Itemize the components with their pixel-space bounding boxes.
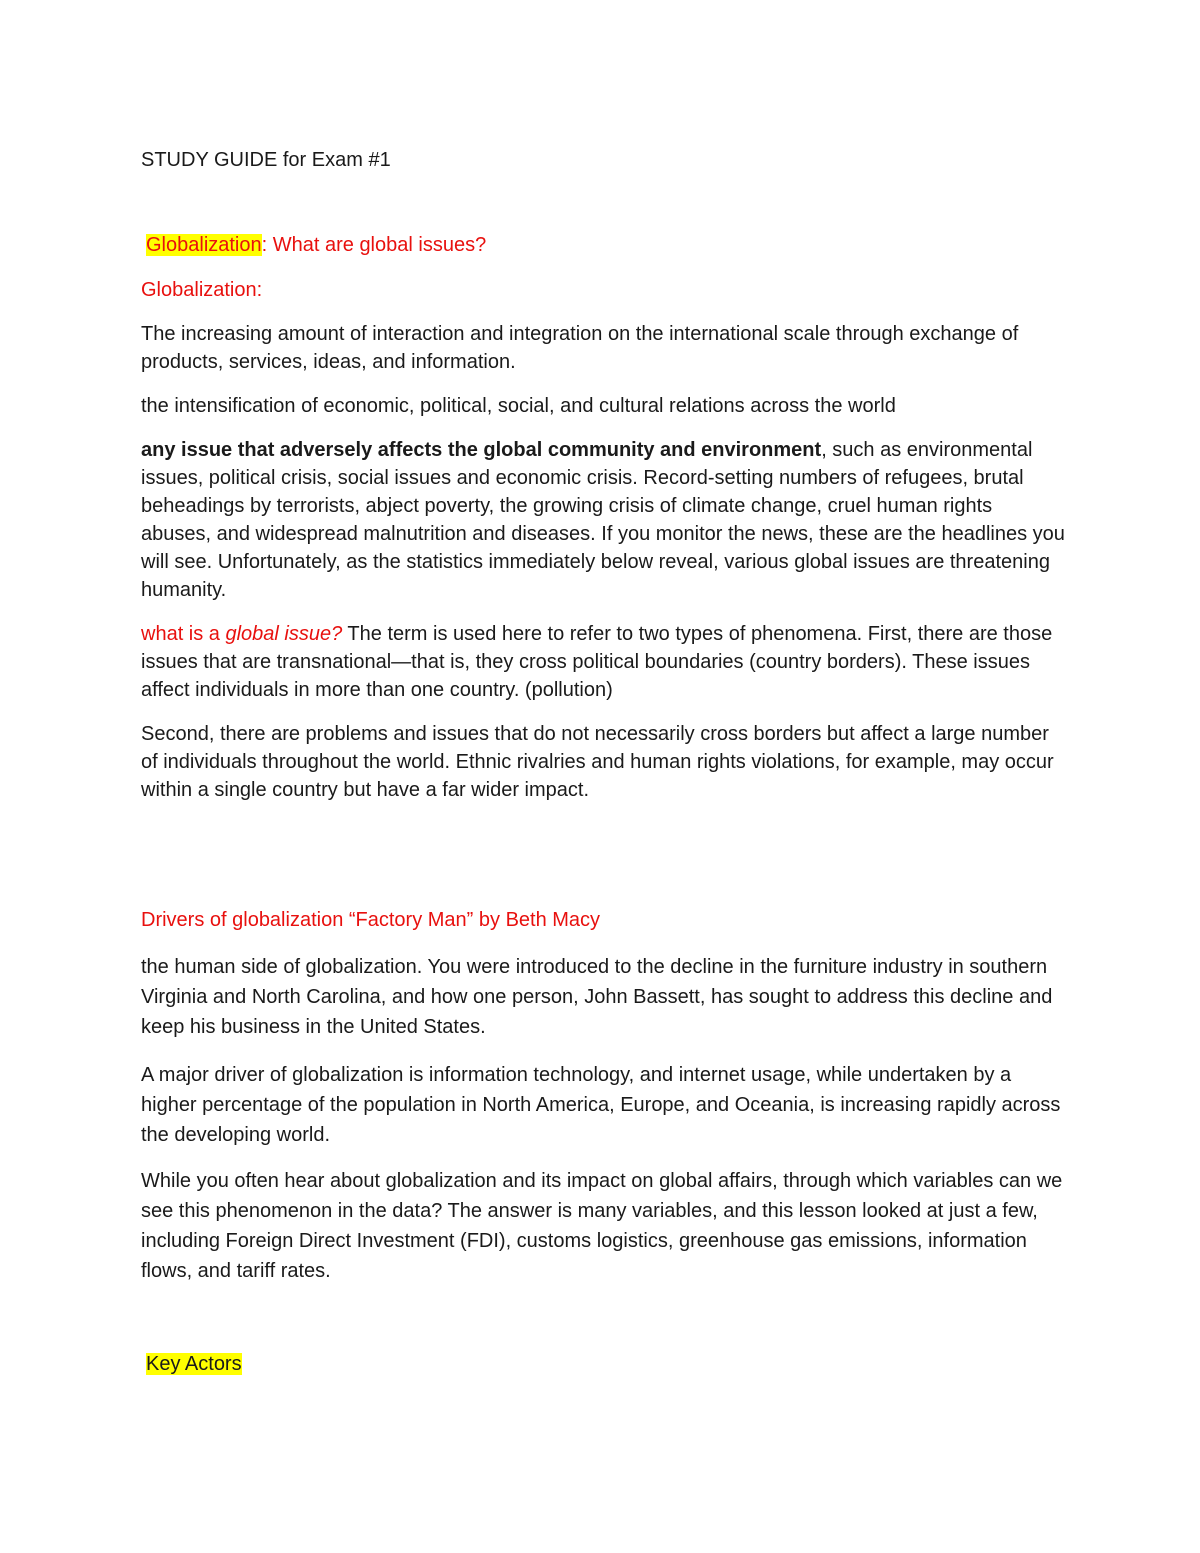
drivers-paragraph-3: While you often hear about globalization and its impact on global affairs, through which variables can we see this phenomenon in the data? The answer is many variables, and this lesson looked at just a few, including Foreign Direct Investment (FDI), customs logistics, greenhouse gas emissions, information flows, and tariff rates. [141, 1170, 1063, 1282]
key-actors-highlight: Key Actors [146, 1353, 242, 1375]
definition-paragraph-1: The increasing amount of interaction and integration on the international scale through exchange of products, services, ideas, and information. [141, 323, 1019, 373]
section-heading-drivers: Drivers of globalization “Factory Man” by Beth Macy [141, 909, 601, 931]
drivers-paragraph-1: the human side of globalization. You were introduced to the decline in the furniture industry in southern Virginia and North Carolina, and how one person, John Bassett, has sought to address this decline and keep his business in the United States. [141, 956, 1053, 1038]
definition-paragraph-3 [141, 436, 1066, 604]
subheading-globalization: Globalization: [141, 279, 263, 301]
document-title: STUDY GUIDE for Exam #1 [141, 149, 391, 171]
heading-highlight-globalization: Globalization [146, 234, 262, 256]
second-type-paragraph: Second, there are problems and issues that do not necessarily cross borders but affect a large number of individuals throughout the world. Ethnic rivalries and human rights violations, for example, may occur within a single country but have a far wider impact. [141, 723, 1054, 801]
question-italic-term: global issue? [225, 623, 343, 645]
heading-rest: : What are global issues? [261, 234, 487, 256]
question-explanation: The term is used here to refer to two types of phenomena. First, there are those issues that are transnational—that is, they cross political boundaries (country borders). These issues affect individuals in more than one country. (pollution) [141, 623, 1053, 701]
section-heading-key-actors [146, 1350, 1071, 1378]
question-prefix: what is a [141, 623, 226, 645]
definition-text: , such as environmental issues, political crisis, social issues and economic crisis. Record-setting numbers of refugees, brutal beheadings by terrorists, abject poverty, the growing crisis of climate change, cruel human rights abuses, and widespread malnutrition and diseases. If you monitor the news, these are the headlines you will see. Unfortunately, as the statistics immediately below reveal, various global issues are threatening humanity. [141, 439, 1065, 601]
section-heading-global-issues [146, 231, 1071, 259]
global-issue-question-paragraph [141, 620, 1066, 704]
drivers-paragraph-2: A major driver of globalization is information technology, and internet usage, while undertaken by a higher percentage of the population in North America, Europe, and Oceania, is increasing rapidly across the developing world. [141, 1064, 1061, 1146]
definition-paragraph-2: the intensification of economic, political, social, and cultural relations across the world [141, 395, 896, 417]
definition-bold-lead: any issue that adversely affects the global community and environment [141, 439, 822, 461]
